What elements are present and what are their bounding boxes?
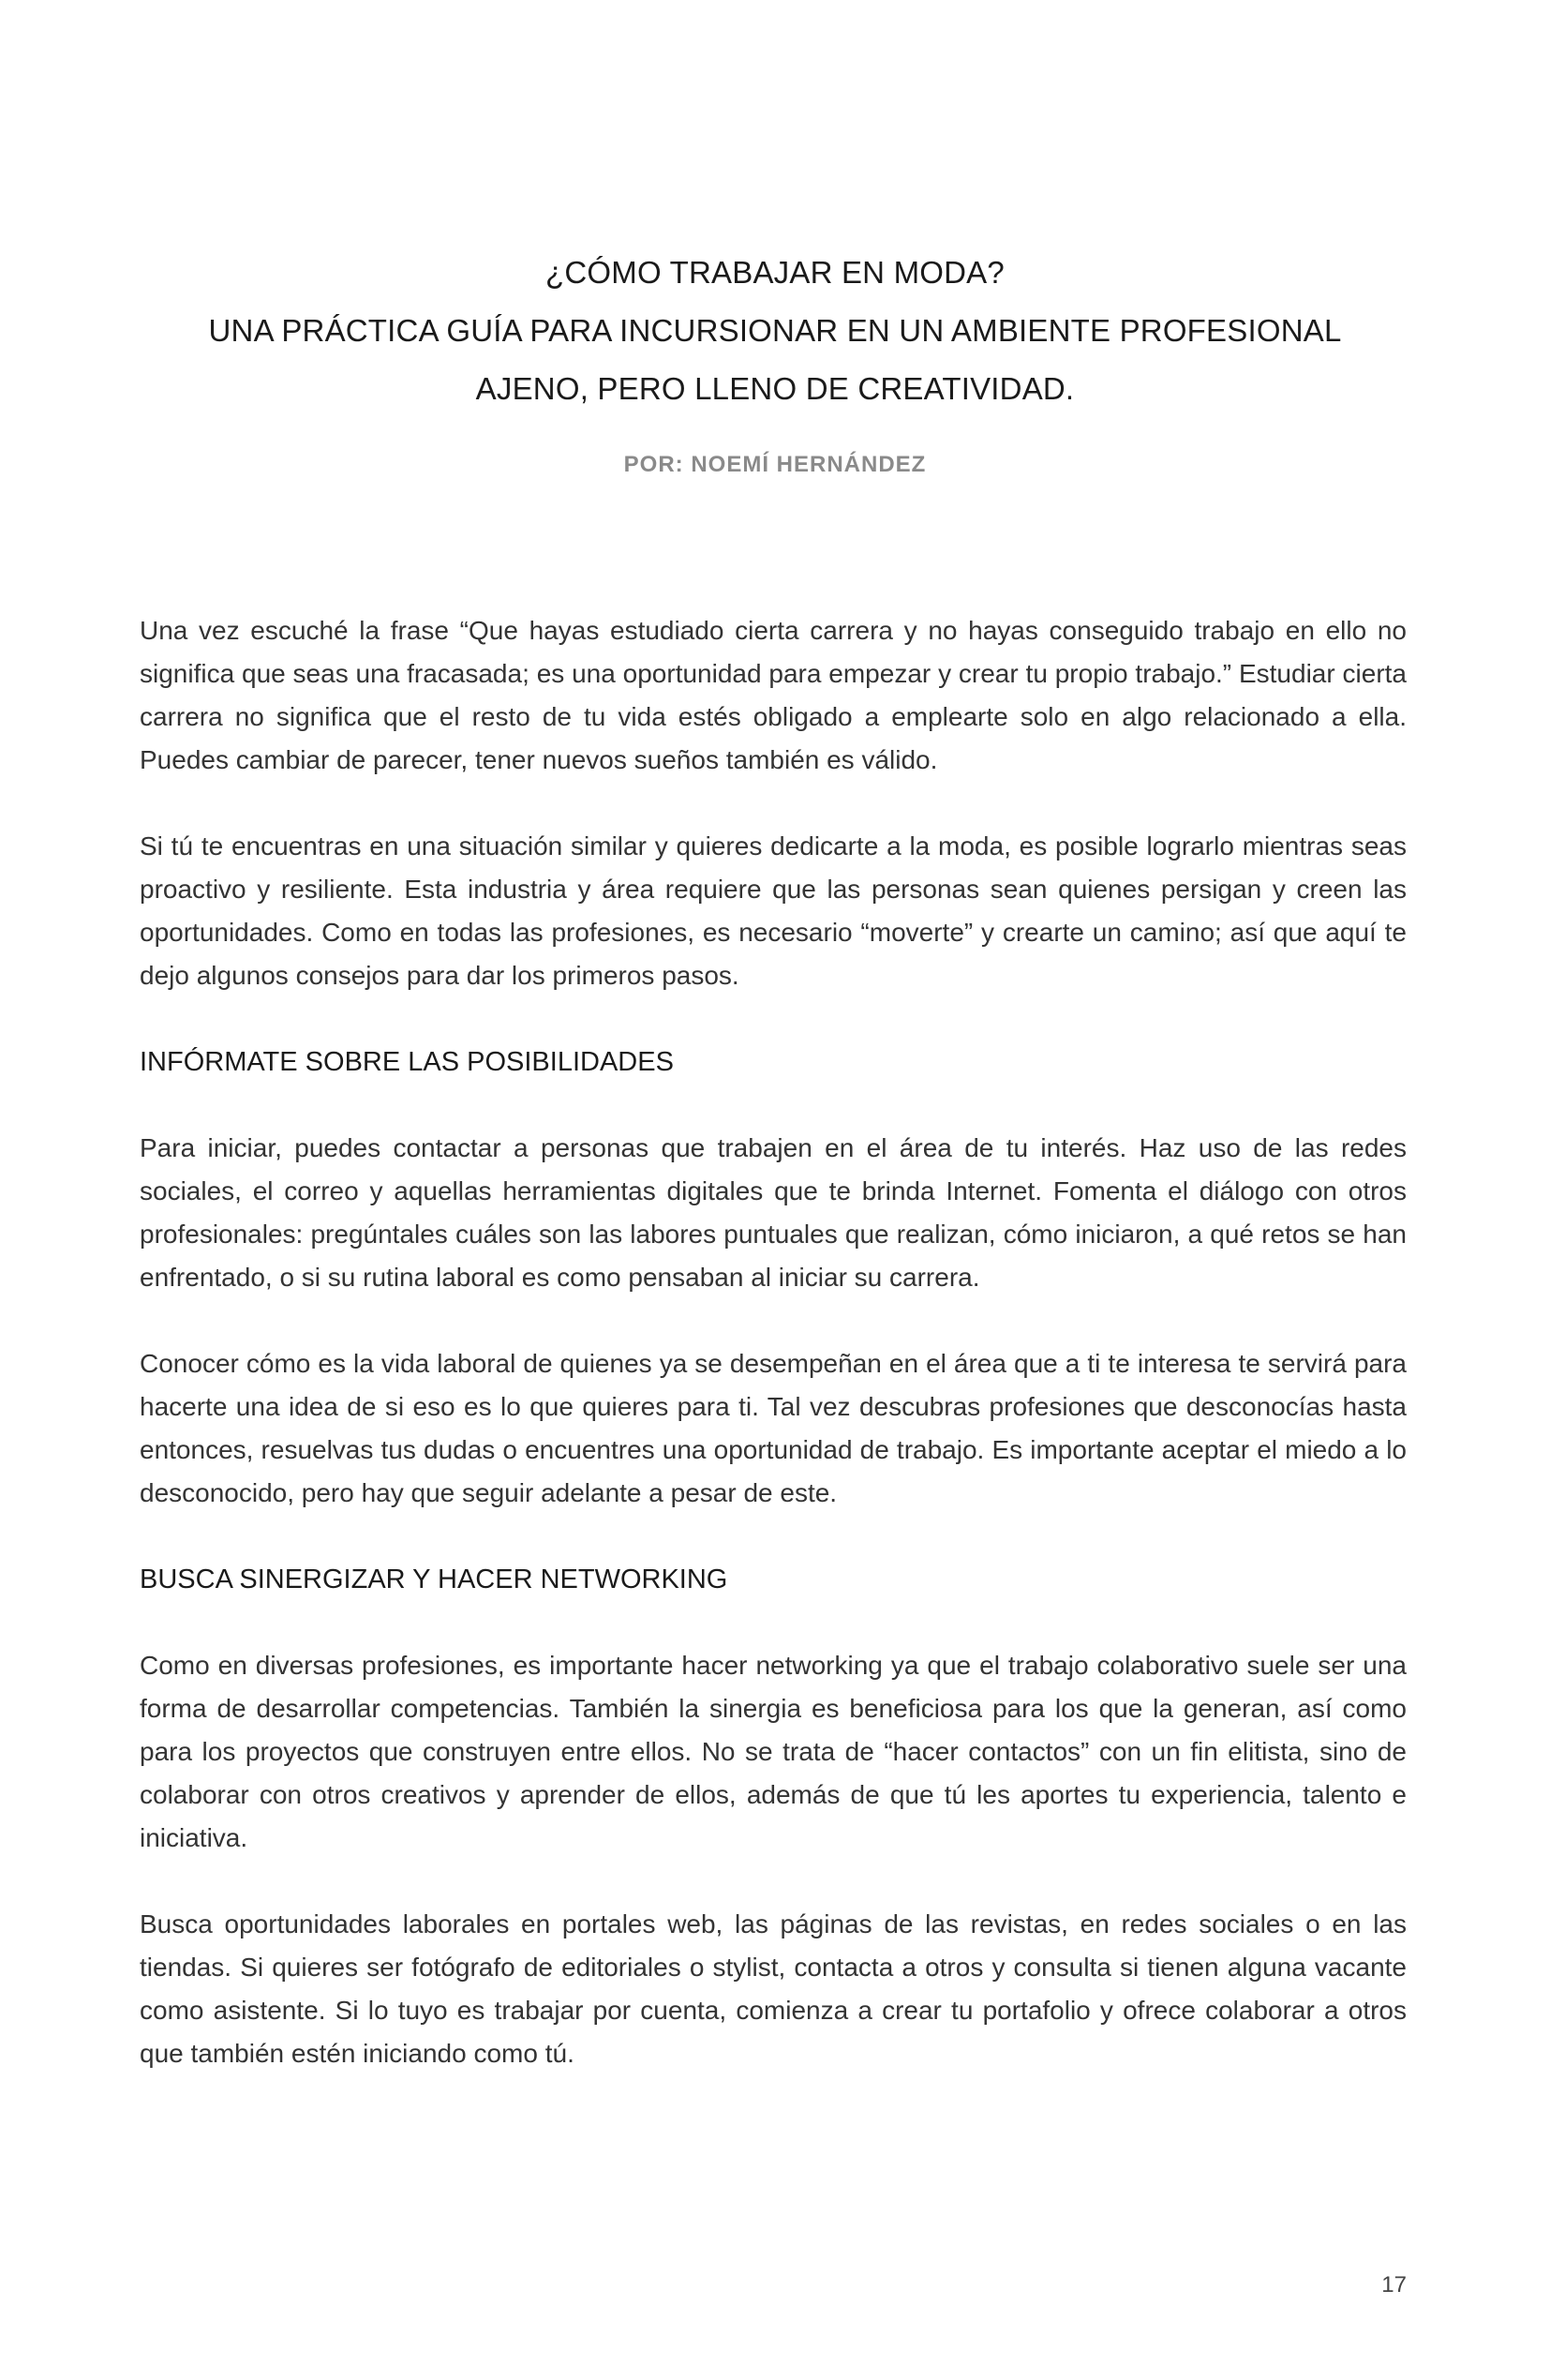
article-title	[0, 244, 1550, 418]
page-number: 17	[1381, 2272, 1407, 2298]
article-body	[140, 609, 1407, 2118]
paragraph-networking: Como en diversas profesiones, es importante hacer networking ya que el trabajo colaborativo suele ser una forma de desarrollar competencias. También la sinergia es beneficiosa para los que la generan, así como para los proyectos que construyen entre ellos. No se trata de “hacer contactos” con un fin elitista, sino de colaborar con otros creativos y aprender de ellos, además de que tú les aportes tu experiencia, talento e iniciativa.	[140, 1651, 1407, 1852]
title-line-1: ¿CÓMO TRABAJAR EN MODA?	[545, 255, 1005, 290]
title-line-3: AJENO, PERO LLENO DE CREATIVIDAD.	[475, 371, 1075, 406]
author-byline: POR: NOEMÍ HERNÁNDEZ	[623, 452, 927, 477]
paragraph-situation: Si tú te encuentras en una situación similar y quieres dedicarte a la moda, es posible lograrlo mientras seas proactivo y resiliente. Esta industria y área requiere que las personas sean quienes persigan y creen las oportunidades. Como en todas las profesiones, es necesario “moverte” y crearte un camino; así que aquí te dejo algunos consejos para dar los primeros pasos.	[140, 831, 1407, 990]
paragraph-opportunities: Busca oportunidades laborales en portales web, las páginas de las revistas, en redes sociales o en las tiendas. Si quieres ser fotógrafo de editoriales o stylist, contacta a otros y consulta si tienen alguna vacante como asistente. Si lo tuyo es trabajar por cuenta, comienza a crear tu portafolio y ofrece colaborar a otros que también estén iniciando como tú.	[140, 1909, 1407, 2068]
paragraph-contact: Para iniciar, puedes contactar a personas que trabajen en el área de tu interés. Haz uso de las redes sociales, el correo y aquellas herramientas digitales que te brinda Internet. Fomenta el diálogo con otros profesionales: pregúntales cuáles son las labores puntuales que realizan, cómo iniciaron, a qué retos se han enfrentado, o si su rutina laboral es como pensaban al iniciar su carrera.	[140, 1133, 1407, 1292]
section-heading-possibilities: INFÓRMATE SOBRE LAS POSIBILIDADES	[140, 1047, 674, 1077]
section-heading-networking: BUSCA SINERGIZAR Y HACER NETWORKING	[140, 1564, 728, 1594]
paragraph-work-life: Conocer cómo es la vida laboral de quienes ya se desempeñan en el área que a ti te interesa te servirá para hacerte una idea de si eso es lo que quieres para ti. Tal vez descubras profesiones que desconocías hasta entonces, resuelvas tus dudas o encuentres una oportunidad de trabajo. Es importante aceptar el miedo a lo desconocido, pero hay que seguir adelante a pesar de este.	[140, 1349, 1407, 1507]
title-line-2: UNA PRÁCTICA GUÍA PARA INCURSIONAR EN UN AMBIENTE PROFESIONAL	[208, 313, 1342, 348]
paragraph-intro: Una vez escuché la frase “Que hayas estudiado cierta carrera y no hayas conseguido trabajo en ello no significa que seas una fracasada; es una oportunidad para empezar y crear tu propio trabajo.” Estudiar cierta carrera no significa que el resto de tu vida estés obligado a emplearte solo en algo relacionado a ella. Puedes cambiar de parecer, tener nuevos sueños también es válido.	[140, 616, 1407, 774]
